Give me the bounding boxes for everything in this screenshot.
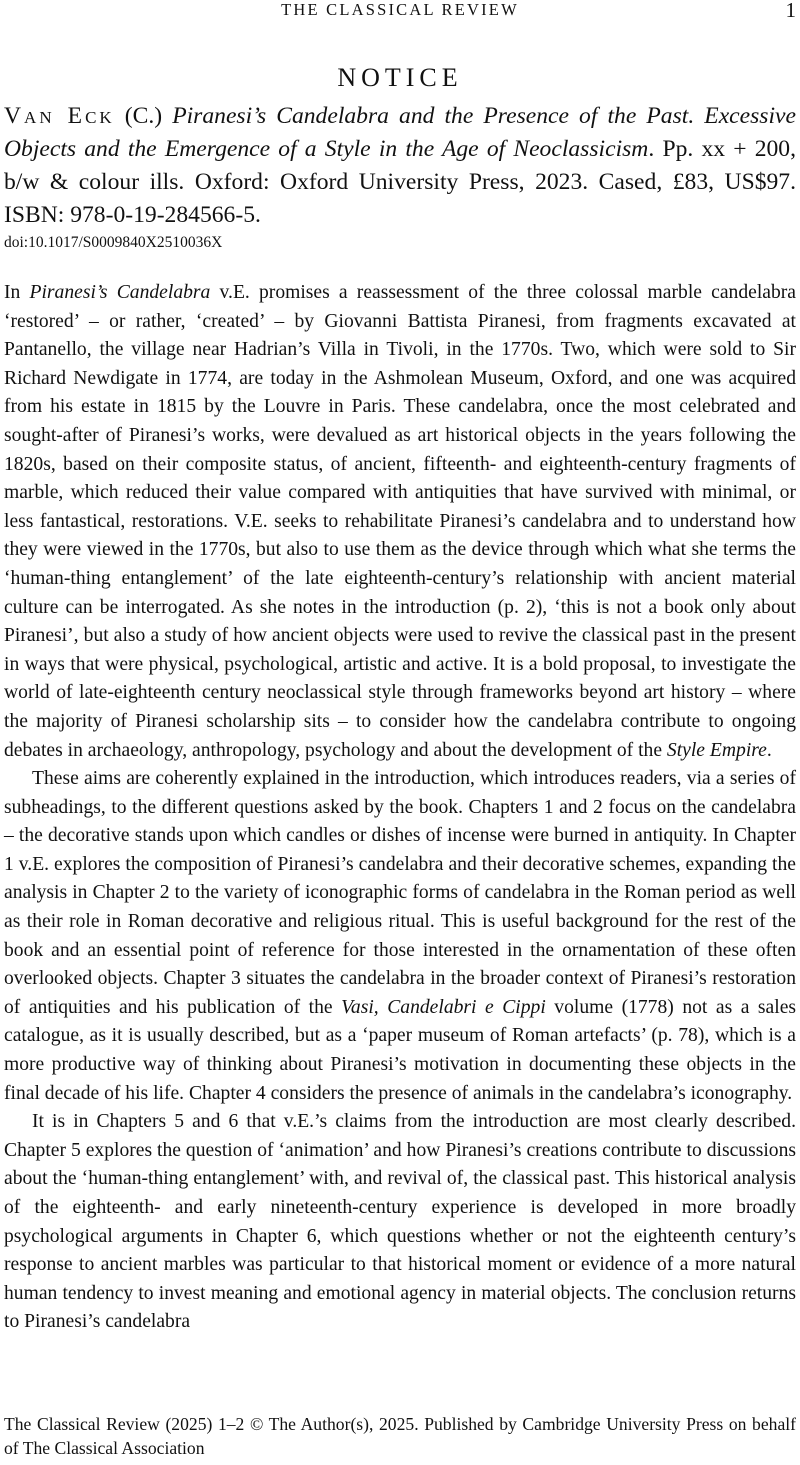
paragraph-2 (4, 765, 796, 1108)
citation-title: Piranesi’s Candelabra and the Presence of the Past. Excessive Objects and the Emergence of a Style in the Age of Neoclassicism (4, 103, 796, 162)
paragraph-1-text: . (766, 739, 772, 761)
doi: doi:10.1017/S0009840X2510036X (4, 234, 223, 251)
paragraph-1-italic-title: Piranesi’s Candelabra (29, 282, 211, 303)
page-number: 1 (785, 0, 796, 22)
paragraph-2-italic-title: Vasi, Candelabri e Cippi (341, 996, 546, 1018)
paragraph-3-text: It is in Chapters 5 and 6 that v.E.’s claims from the introduction are most clearly described. Chapter 5 explores the question of ‘animation’ and how Piranesi’s creations contribute to discussions about the ‘human-thing entanglement’ with, and revival of, the classical past. This historical analysis of the eighteenth- and early nineteenth-century experience is developed in more broadly psychological arguments in Chapter 6, which questions whether or not the eighteenth century’s response to ancient marbles was particular to that historical moment or evidence of a more natural human tendency to invest meaning and emotional agency in material objects. The conclusion returns to Piranesi’s candelabra (4, 1111, 796, 1333)
book-citation (4, 100, 796, 232)
citation-author: Van Eck (4, 103, 115, 129)
paragraph-1-italic-style: Style Empire (666, 739, 767, 761)
page-footer: The Classical Review (2025) 1–2 © The Author(s), 2025. Published by Cambridge University Press on behalf of The Classical Association (4, 1414, 796, 1458)
article-body (4, 279, 796, 1337)
section-heading: NOTICE (337, 63, 463, 92)
paragraph-1-text: v.E. promises a reassessment of the three colossal marble candelabra ‘restored’ – or rather, ‘created’ – by Giovanni Battista Piranesi, from fragments excavated at Pantanello, the village near Hadrian’s Villa in Tivoli, in the 1770s. Two, which were sold to Sir Richard Newdigate in 1774, are today in the Ashmolean Museum, Oxford, and one was acquired from his estate in 1815 by the Louvre in Paris. These candelabra, once the most celebrated and sought-after of Piranesi’s works, were devalued as art historical objects in the years following the 1820s, based on their composite status, of ancient, fifteenth- and eighteenth-century fragments of marble, which reduced their value compared with antiquities that have survived with minimal, or less fantastical, restorations. V.E. seeks to rehabilitate Piranesi’s candelabra and to understand how they were viewed in the 1770s, but also to use them as the device through which what she terms the ‘human-thing entanglement’ of the late eighteenth-century’s relationship with ancient material culture can be interrogated. As she notes in the introduction (p. 2), ‘this is not a book only about Piranesi’, but also a study of how ancient objects were used to revive the classical past in the present in ways that were physical, psychological, artistic and active. It is a bold proposal, to investigate the world of late-eighteenth century neoclassical style through frameworks beyond art history – where the majority of Piranesi scholarship sits – to consider how the candelabra contribute to ongoing debates in archaeology, anthropology, psychology and about the development of the (4, 282, 796, 761)
citation-details: . Pp. xx + 200, b/w & colour ills. Oxford: Oxford University Press, 2023. Cased, £83, US$97. ISBN: 978-0-19-284566-5. (4, 136, 797, 228)
paragraph-2-text: These aims are coherently explained in the introduction, which introduces readers, via a series of subheadings, to the different questions asked by the book. Chapters 1 and 2 focus on the candelabra – the decorative stands upon which candles or dishes of incense were burned in antiquity. In Chapter 1 v.E. explores the composition of Piranesi’s candelabra and their decorative schemes, expanding the analysis in Chapter 2 to the variety of iconographic forms of candelabra in the Roman period as well as their role in Roman decorative and religious ritual. This is useful background for the rest of the book and an essential point of reference for those interested in the ornamentation of these often overlooked objects. Chapter 3 situates the candelabra in the broader context of Piranesi’s restoration of antiquities and his publication of the (4, 768, 796, 1018)
paragraph-1 (4, 279, 796, 765)
running-head: THE CLASSICAL REVIEW (281, 0, 519, 19)
paragraph-2-text: volume (1778) not as a sales catalogue, as it is usually described, but as a ‘paper museum of Roman artefacts’ (p. 78), which is a more productive way of thinking about Piranesi’s motivation in documenting these objects in the final decade of his life. Chapter 4 considers the presence of animals in the candelabra’s iconography. (4, 996, 797, 1104)
page-header (0, 0, 800, 22)
citation-author-initial: (C.) (114, 103, 173, 129)
paragraph-3 (4, 1108, 796, 1337)
paragraph-1-text: In (4, 282, 30, 303)
